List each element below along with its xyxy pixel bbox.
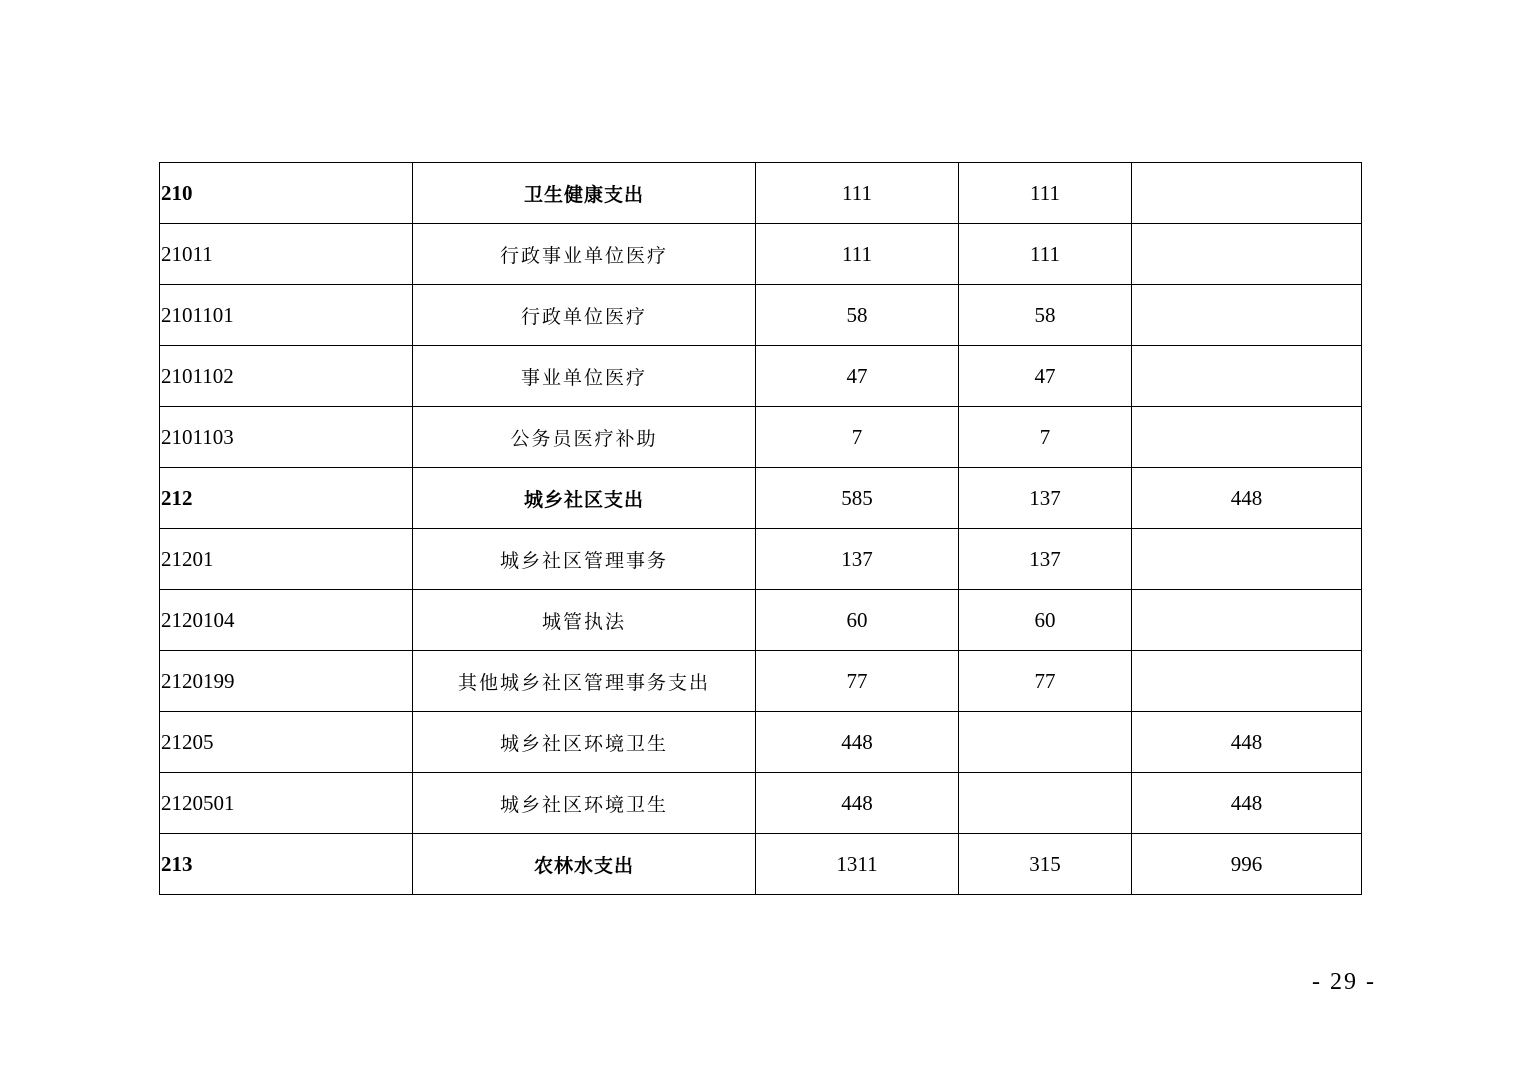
total-cell: 585 bbox=[756, 468, 959, 529]
total-cell: 60 bbox=[756, 590, 959, 651]
code-cell: 212 bbox=[160, 468, 413, 529]
name-cell: 行政单位医疗 bbox=[413, 285, 756, 346]
table-row bbox=[160, 651, 1362, 712]
project-cell: 448 bbox=[1132, 773, 1362, 834]
basic-cell bbox=[959, 712, 1132, 773]
project-cell bbox=[1132, 224, 1362, 285]
basic-cell bbox=[959, 773, 1132, 834]
basic-cell: 47 bbox=[959, 346, 1132, 407]
basic-cell: 58 bbox=[959, 285, 1132, 346]
table-row bbox=[160, 285, 1362, 346]
total-cell: 58 bbox=[756, 285, 959, 346]
name-cell: 城乡社区环境卫生 bbox=[413, 712, 756, 773]
code-cell: 2101101 bbox=[160, 285, 413, 346]
table-row bbox=[160, 712, 1362, 773]
name-cell: 事业单位医疗 bbox=[413, 346, 756, 407]
basic-cell: 77 bbox=[959, 651, 1132, 712]
table-row bbox=[160, 224, 1362, 285]
name-cell: 城管执法 bbox=[413, 590, 756, 651]
table-row bbox=[160, 407, 1362, 468]
table-row bbox=[160, 834, 1362, 895]
code-cell: 210 bbox=[160, 163, 413, 224]
table-row bbox=[160, 590, 1362, 651]
project-cell bbox=[1132, 285, 1362, 346]
budget-table bbox=[159, 162, 1362, 895]
basic-cell: 315 bbox=[959, 834, 1132, 895]
code-cell: 2101103 bbox=[160, 407, 413, 468]
project-cell: 448 bbox=[1132, 468, 1362, 529]
total-cell: 77 bbox=[756, 651, 959, 712]
project-cell bbox=[1132, 651, 1362, 712]
code-cell: 21201 bbox=[160, 529, 413, 590]
project-cell bbox=[1132, 407, 1362, 468]
name-cell: 农林水支出 bbox=[413, 834, 756, 895]
page-number: - 29 - bbox=[1312, 969, 1376, 995]
name-cell: 公务员医疗补助 bbox=[413, 407, 756, 468]
basic-cell: 111 bbox=[959, 224, 1132, 285]
project-cell bbox=[1132, 590, 1362, 651]
code-cell: 2101102 bbox=[160, 346, 413, 407]
name-cell: 行政事业单位医疗 bbox=[413, 224, 756, 285]
name-cell: 卫生健康支出 bbox=[413, 163, 756, 224]
project-cell bbox=[1132, 346, 1362, 407]
table-row bbox=[160, 346, 1362, 407]
project-cell bbox=[1132, 163, 1362, 224]
name-cell: 城乡社区环境卫生 bbox=[413, 773, 756, 834]
code-cell: 2120199 bbox=[160, 651, 413, 712]
code-cell: 2120104 bbox=[160, 590, 413, 651]
table-row bbox=[160, 163, 1362, 224]
total-cell: 7 bbox=[756, 407, 959, 468]
basic-cell: 137 bbox=[959, 468, 1132, 529]
basic-cell: 111 bbox=[959, 163, 1132, 224]
code-cell: 21011 bbox=[160, 224, 413, 285]
project-cell: 996 bbox=[1132, 834, 1362, 895]
name-cell: 其他城乡社区管理事务支出 bbox=[413, 651, 756, 712]
total-cell: 137 bbox=[756, 529, 959, 590]
code-cell: 21205 bbox=[160, 712, 413, 773]
project-cell bbox=[1132, 529, 1362, 590]
basic-cell: 7 bbox=[959, 407, 1132, 468]
code-cell: 2120501 bbox=[160, 773, 413, 834]
code-cell: 213 bbox=[160, 834, 413, 895]
table-row bbox=[160, 468, 1362, 529]
total-cell: 111 bbox=[756, 163, 959, 224]
table-row bbox=[160, 773, 1362, 834]
project-cell: 448 bbox=[1132, 712, 1362, 773]
total-cell: 47 bbox=[756, 346, 959, 407]
total-cell: 1311 bbox=[756, 834, 959, 895]
basic-cell: 60 bbox=[959, 590, 1132, 651]
total-cell: 448 bbox=[756, 712, 959, 773]
total-cell: 111 bbox=[756, 224, 959, 285]
basic-cell: 137 bbox=[959, 529, 1132, 590]
total-cell: 448 bbox=[756, 773, 959, 834]
name-cell: 城乡社区支出 bbox=[413, 468, 756, 529]
name-cell: 城乡社区管理事务 bbox=[413, 529, 756, 590]
table-body bbox=[160, 163, 1362, 895]
table-row bbox=[160, 529, 1362, 590]
